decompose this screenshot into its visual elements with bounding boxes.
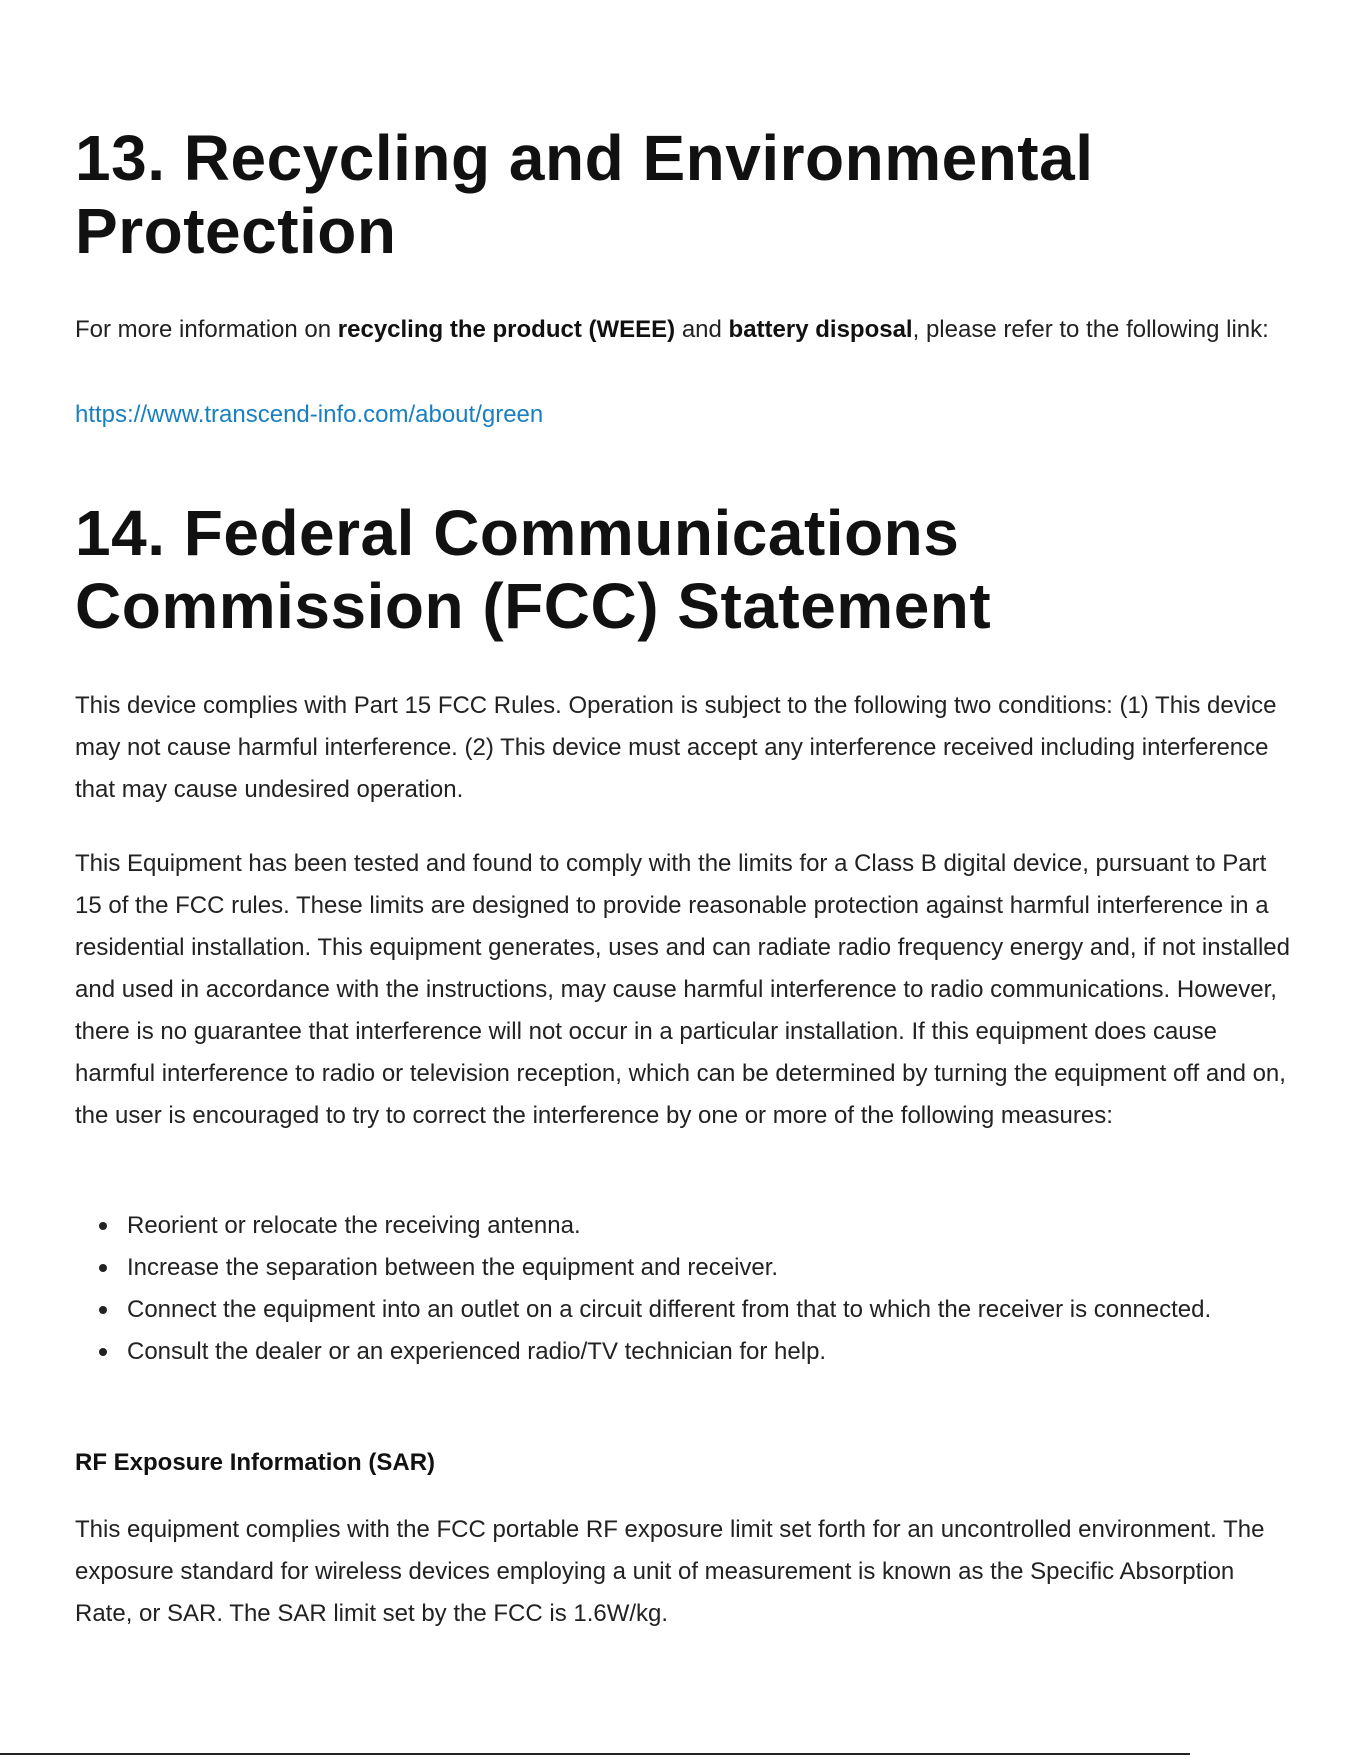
rf-exposure-heading: RF Exposure Information (SAR) [75, 1449, 436, 1476]
bullet-icon [99, 1264, 107, 1272]
fcc-paragraph-1: This device complies with Part 15 FCC Rules. Operation is subject to the following two conditions: (1) This device may not cause harmful interference. (2) This device must accept any interference received including interference that may cause undesired operation. [75, 692, 1277, 803]
page-bottom-divider [0, 1753, 1190, 1755]
sar-paragraph: This equipment complies with the FCC portable RF exposure limit set forth for an uncontrolled environment. The exposure standard for wireless devices employing a unit of measurement is known as the Specific Absorption Rate, or SAR. The SAR limit set by the FCC is 1.6W/kg. [75, 1516, 1265, 1627]
list-item-text: Reorient or relocate the receiving antenna. [127, 1212, 581, 1239]
section-13-heading: 13. Recycling and Environmental Protection [75, 122, 1094, 267]
recycling-link-line [75, 394, 1290, 436]
measures-list [75, 1205, 1257, 1373]
recycling-link[interactable]: https://www.transcend-info.com/about/green [75, 401, 544, 428]
list-item-text: Increase the separation between the equipment and receiver. [127, 1254, 779, 1281]
bullet-icon [99, 1348, 107, 1356]
list-item [127, 1289, 1257, 1331]
bullet-icon [99, 1222, 107, 1230]
recycling-paragraph [75, 309, 1290, 351]
recycling-weee-bold: recycling the product (WEEE) [337, 316, 676, 343]
battery-disposal-bold: battery disposal [728, 316, 913, 343]
recycling-text-before: For more information on [75, 316, 338, 343]
bullet-icon [99, 1306, 107, 1314]
list-item [127, 1205, 1257, 1247]
list-item [127, 1247, 1257, 1289]
section-14-heading: 14. Federal Communications Commission (FCC) Statement [75, 497, 992, 642]
list-item-text: Consult the dealer or an experienced radio/TV technician for help. [127, 1338, 827, 1365]
list-item [127, 1331, 1257, 1373]
recycling-text-after: , please refer to the following link: [912, 316, 1269, 343]
fcc-paragraph-2: This Equipment has been tested and found to comply with the limits for a Class B digital device, pursuant to Part 15 of the FCC rules. These limits are designed to provide reasonable protection against harmful interference in a residential installation. This equipment generates, uses and can radiate radio frequency energy and, if not installed and used in accordance with the instructions, may cause harmful interference to radio communications. However, there is no guarantee that interference will not occur in a particular installation. If this equipment does cause harmful interference to radio or television reception, which can be determined by turning the equipment off and on, the user is encouraged to try to correct the interference by one or more of the following measures: [75, 850, 1290, 1129]
recycling-text-mid: and [675, 316, 729, 343]
list-item-text: Connect the equipment into an outlet on a circuit different from that to which the receiver is connected. [127, 1296, 1212, 1323]
